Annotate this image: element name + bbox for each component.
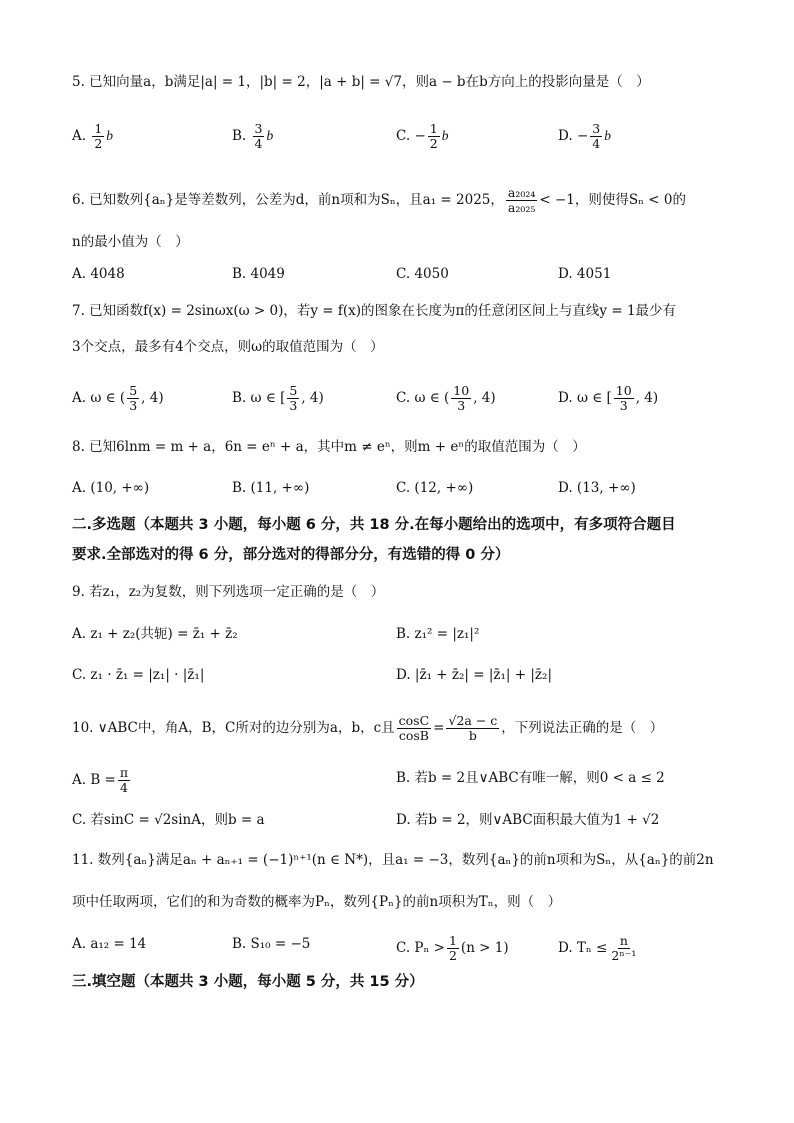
q7-option-d: D. ω ∈ [ $\frac{10}{3}$ , 4) <box>558 383 659 413</box>
q10-option-a: A. B = $\frac{\pi}{4}$ <box>72 765 129 795</box>
q8-stem: 8. 已知6lnm = m + a，6n = eⁿ + a，其中m ≠ eⁿ，则m + eⁿ的取值范围为（ ） <box>72 439 586 455</box>
q7-stem-cont: 3个交点，最多有4个交点，则ω的取值范围为（ ） <box>72 339 384 355</box>
q11-option-b: B. S₁₀ = −5 <box>232 936 311 952</box>
q8-option-c: C. (12, +∞) <box>396 480 474 496</box>
q6-stem-cont: n的最小值为（ ） <box>72 234 189 250</box>
q7-option-a: A. ω ∈ ( $\frac{5}{3}$ , 4) <box>72 383 164 413</box>
q5-option-c: C. − $\frac{1}{2}$ b <box>396 121 449 151</box>
q6-option-a: A. 4048 <box>72 266 125 282</box>
q10-option-c: C. 若sinC = √2sinA，则b = a <box>72 812 265 828</box>
option-label: A. <box>72 128 87 144</box>
q5-option-d: D. − $\frac{3}{4}$ b <box>558 121 611 151</box>
q6-option-d: D. 4051 <box>558 266 612 282</box>
q8-option-d: D. (13, +∞) <box>558 480 636 496</box>
q7-option-c: C. ω ∈ ( $\frac{10}{3}$ , 4) <box>396 383 496 413</box>
section-3-heading: 三.填空题（本题共 3 小题，每小题 5 分，共 15 分） <box>72 974 424 990</box>
q10-stem: 10. ∨ABC中，角A，B，C所对的边分别为a，b，c且 $\frac{\cos C}{\cos B}$ = $\frac{√2a - c}{b}$ ，下列说法正确的是（ ） <box>72 713 664 743</box>
q9-option-c: C. z₁ · z̄₁ = |z₁| · |z̄₁| <box>72 667 205 683</box>
q9-stem: 9. 若z₁，z₂为复数，则下列选项一定正确的是（ ） <box>72 584 385 600</box>
q6-stem: 6. 已知数列{aₙ}是等差数列，公差为d，前n项和为Sₙ，且a₁ = 2025， $\frac{\text{a₂₀₂₄}}{\text{a₂₀₂₅}}$ < −1，则使得Sₙ < 0的 <box>72 185 686 215</box>
q5-option-b: B. $\frac{3}{4}$ b <box>232 121 274 151</box>
q11-option-c: C. Pₙ > $\frac{1}{2}$ (n > 1) <box>396 933 509 963</box>
q6-option-b: B. 4049 <box>232 266 285 282</box>
q6-option-c: C. 4050 <box>396 266 449 282</box>
q9-option-b: B. z₁² = |z₁|² <box>396 626 480 642</box>
q5-stem: 5. 已知向量a，b满足|a| = 1，|b| = 2，|a + b| = √7，则a − b在b方向上的投影向量是（ ） <box>72 74 650 90</box>
q11-option-a: A. a₁₂ = 14 <box>72 936 147 952</box>
q11-stem: 11. 数列{aₙ}满足aₙ + aₙ₊₁ = (−1)ⁿ⁺¹(n ∈ N*)，且a₁ = −3，数列{aₙ}的前n项和为Sₙ，从{aₙ}的前2n <box>72 852 714 868</box>
section-2-heading-cont: 要求.全部选对的得 6 分，部分选对的得部分分，有选错的得 0 分） <box>72 547 510 563</box>
section-2-heading: 二.多选题（本题共 3 小题，每小题 6 分，共 18 分.在每小题给出的选项中，有多项符合题目 <box>72 517 676 533</box>
q8-option-a: A. (10, +∞) <box>72 480 150 496</box>
q10-option-b: B. 若b = 2且∨ABC有唯一解，则0 < a ≤ 2 <box>396 770 665 786</box>
option-fraction: $\frac{1}{2}$ <box>94 121 103 151</box>
q11-option-d: D. Tₙ ≤ $\frac{n}{\text{2ⁿ⁻¹}}$ <box>558 933 637 963</box>
q7-stem: 7. 已知函数f(x) = 2sinωx(ω > 0)，若y = f(x)的图象在长度为π的任意闭区间上与直线y = 1最少有 <box>72 303 677 319</box>
q7-option-b: B. ω ∈ [ $\frac{5}{3}$ , 4) <box>232 383 324 413</box>
q9-option-a: A. z₁ + z₂(共轭) = z̄₁ + z̄₂ <box>72 626 238 642</box>
q5-option-a: A. $\frac{1}{2}$ b <box>72 121 114 151</box>
q8-option-b: B. (11, +∞) <box>232 480 310 496</box>
q9-option-d: D. |z̄₁ + z̄₂| = |z̄₁| + |z̄₂| <box>396 667 552 683</box>
q10-option-d: D. 若b = 2，则∨ABC面积最大值为1 + √2 <box>396 812 660 828</box>
q11-stem-cont: 项中任取两项，它们的和为奇数的概率为Pₙ，数列{Pₙ}的前n项积为Tₙ，则（ ） <box>72 894 562 910</box>
